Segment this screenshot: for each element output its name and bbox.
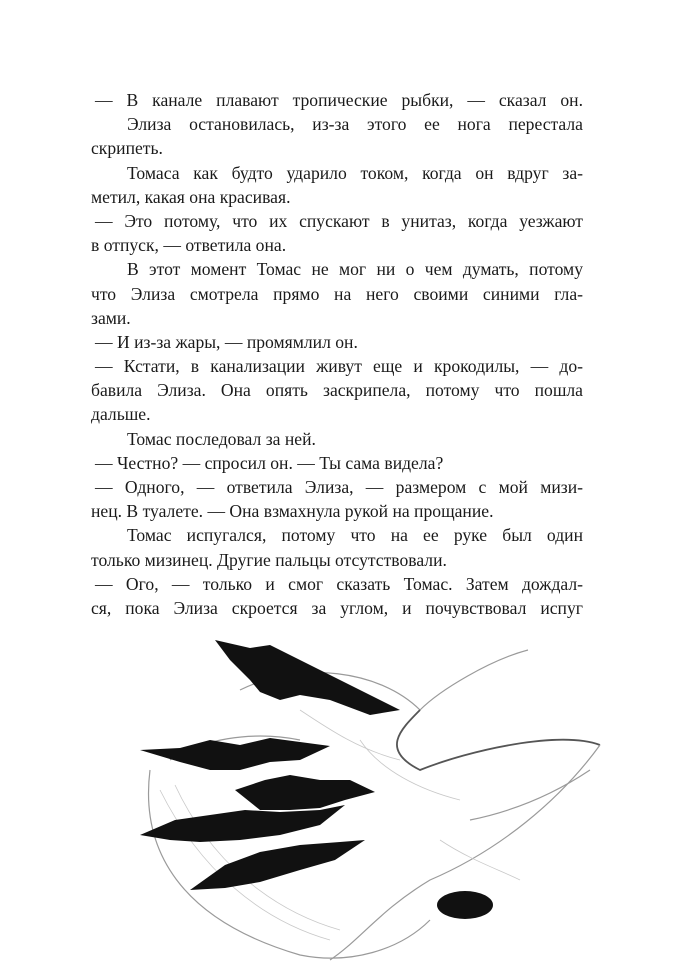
text-line: в отпуск, — ответила она.	[91, 235, 287, 256]
text-line: — И из-за жары, — промямлил он.	[95, 331, 358, 352]
text-line: — Ого, — только и смог сказать Томас. Затем дождал-	[95, 573, 583, 594]
text-line: — Одного, — ответила Элиза, — размером с мой мизи-	[95, 477, 583, 497]
text-line: бавила Элиза. Она опять заскрипела, потому что пошла	[91, 380, 583, 401]
text-line: скрипеть.	[91, 138, 163, 159]
text-line: — Это потому, что их спускают в унитаз, когда уезжают	[95, 210, 583, 231]
text-line: В этот момент Томас не мог ни о чем думать, потому	[127, 259, 583, 280]
text-line: Томас испугался, потому что на ее руке был один	[127, 525, 583, 546]
page-text	[91, 88, 583, 620]
text-line: — В канале плавают тропические рыбки, — сказал он.	[95, 90, 583, 110]
text-line: зами.	[91, 307, 131, 328]
text-line: только мизинец. Другие пальцы отсутствовали.	[91, 549, 447, 570]
text-line: ся, пока Элиза скроется за углом, и почувствовал испуг	[91, 597, 583, 618]
text-line: — Кстати, в канализации живут еще и крокодилы, — до-	[95, 356, 583, 377]
text-line: нец. В туалете. — Она взмахнула рукой на прощание.	[91, 501, 494, 522]
text-line: что Элиза смотрела прямо на него своими синими гла-	[91, 283, 583, 304]
text-line: дальше.	[91, 404, 151, 425]
crocodiles-illustration	[0, 620, 675, 975]
text-line: — Честно? — спросил он. — Ты сама видела?	[95, 452, 444, 473]
text-line: Томаса как будто ударило током, когда он вдруг за-	[127, 162, 583, 183]
text-line: Томас последовал за ней.	[127, 428, 316, 449]
text-line: метил, какая она красивая.	[91, 186, 291, 207]
text-line: Элиза остановилась, из-за этого ее нога перестала	[127, 114, 583, 135]
crocodile-silhouettes	[140, 640, 493, 919]
